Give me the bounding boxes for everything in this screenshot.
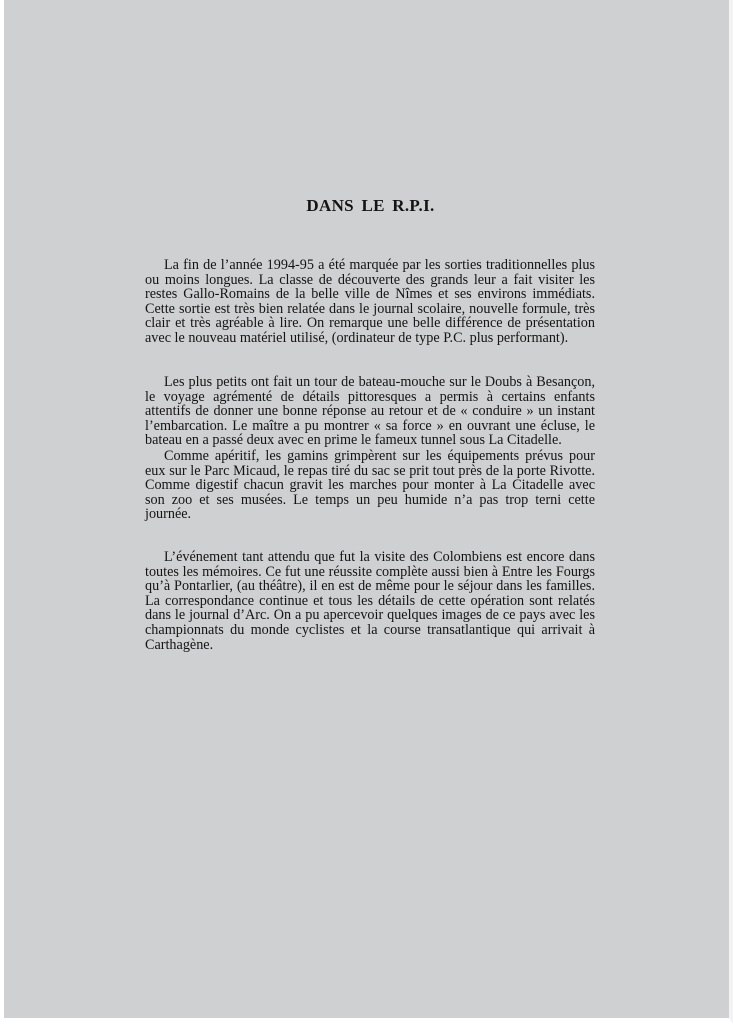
document-title: DANS LE R.P.I.	[306, 196, 435, 215]
paragraph-boat-trip: Les plus petits ont fait un tour de bateau-mouche sur le Doubs à Besançon, le voyage agrémenté de détails pittoresques a permis à certains enfants attentifs de donner une bonne réponse au retour et de « conduire » un instant l’embarcation. Le maître a pu montrer « sa force » en ouvrant une écluse, le bateau en a passé deux avec en prime le fameux tunnel sous La Citadelle.	[145, 374, 595, 449]
paragraph-colombian-visit: L’événement tant attendu que fut la visite des Colombiens est encore dans toutes les mémoires. Ce fut une réussite complète aussi bien à Entre les Fourgs qu’à Pontarlier, (au théâtre), il en est de même pour le séjour dans les familles. La correspondance continue et tous les détails de cette opération sont relatés dans le journal d’Arc. On a pu apercevoir quelques images de ce pays avec les championnats du monde cyclistes et la course transatlantique qui arrivait à Carthagène.	[145, 549, 595, 653]
paragraph-end-of-year-outings: La fin de l’année 1994-95 a été marquée par les sorties traditionnelles plus ou moins longues. La classe de découverte des grands leur a fait visiter les restes Gallo-Romains de la belle ville de Nîmes et ses environs immédiats. Cette sortie est très bien relatée dans le journal scolaire, nouvelle formule, très clair et très agréable à lire. On remarque une belle différence de présentation avec le nouveau matériel utilisé, (ordinateur de type P.C. plus performant).	[145, 257, 595, 346]
paragraph-parc-micaud: Comme apéritif, les gamins grimpèrent sur les équipements prévus pour eux sur le Parc Micaud, le repas tiré du sac se prit tout près de la porte Rivotte. Comme digestif chacun gravit les marches pour monter à La Citadelle avec son zoo et ses musées. Le temps un peu humide n’a pas trop terni cette journée.	[145, 448, 595, 523]
